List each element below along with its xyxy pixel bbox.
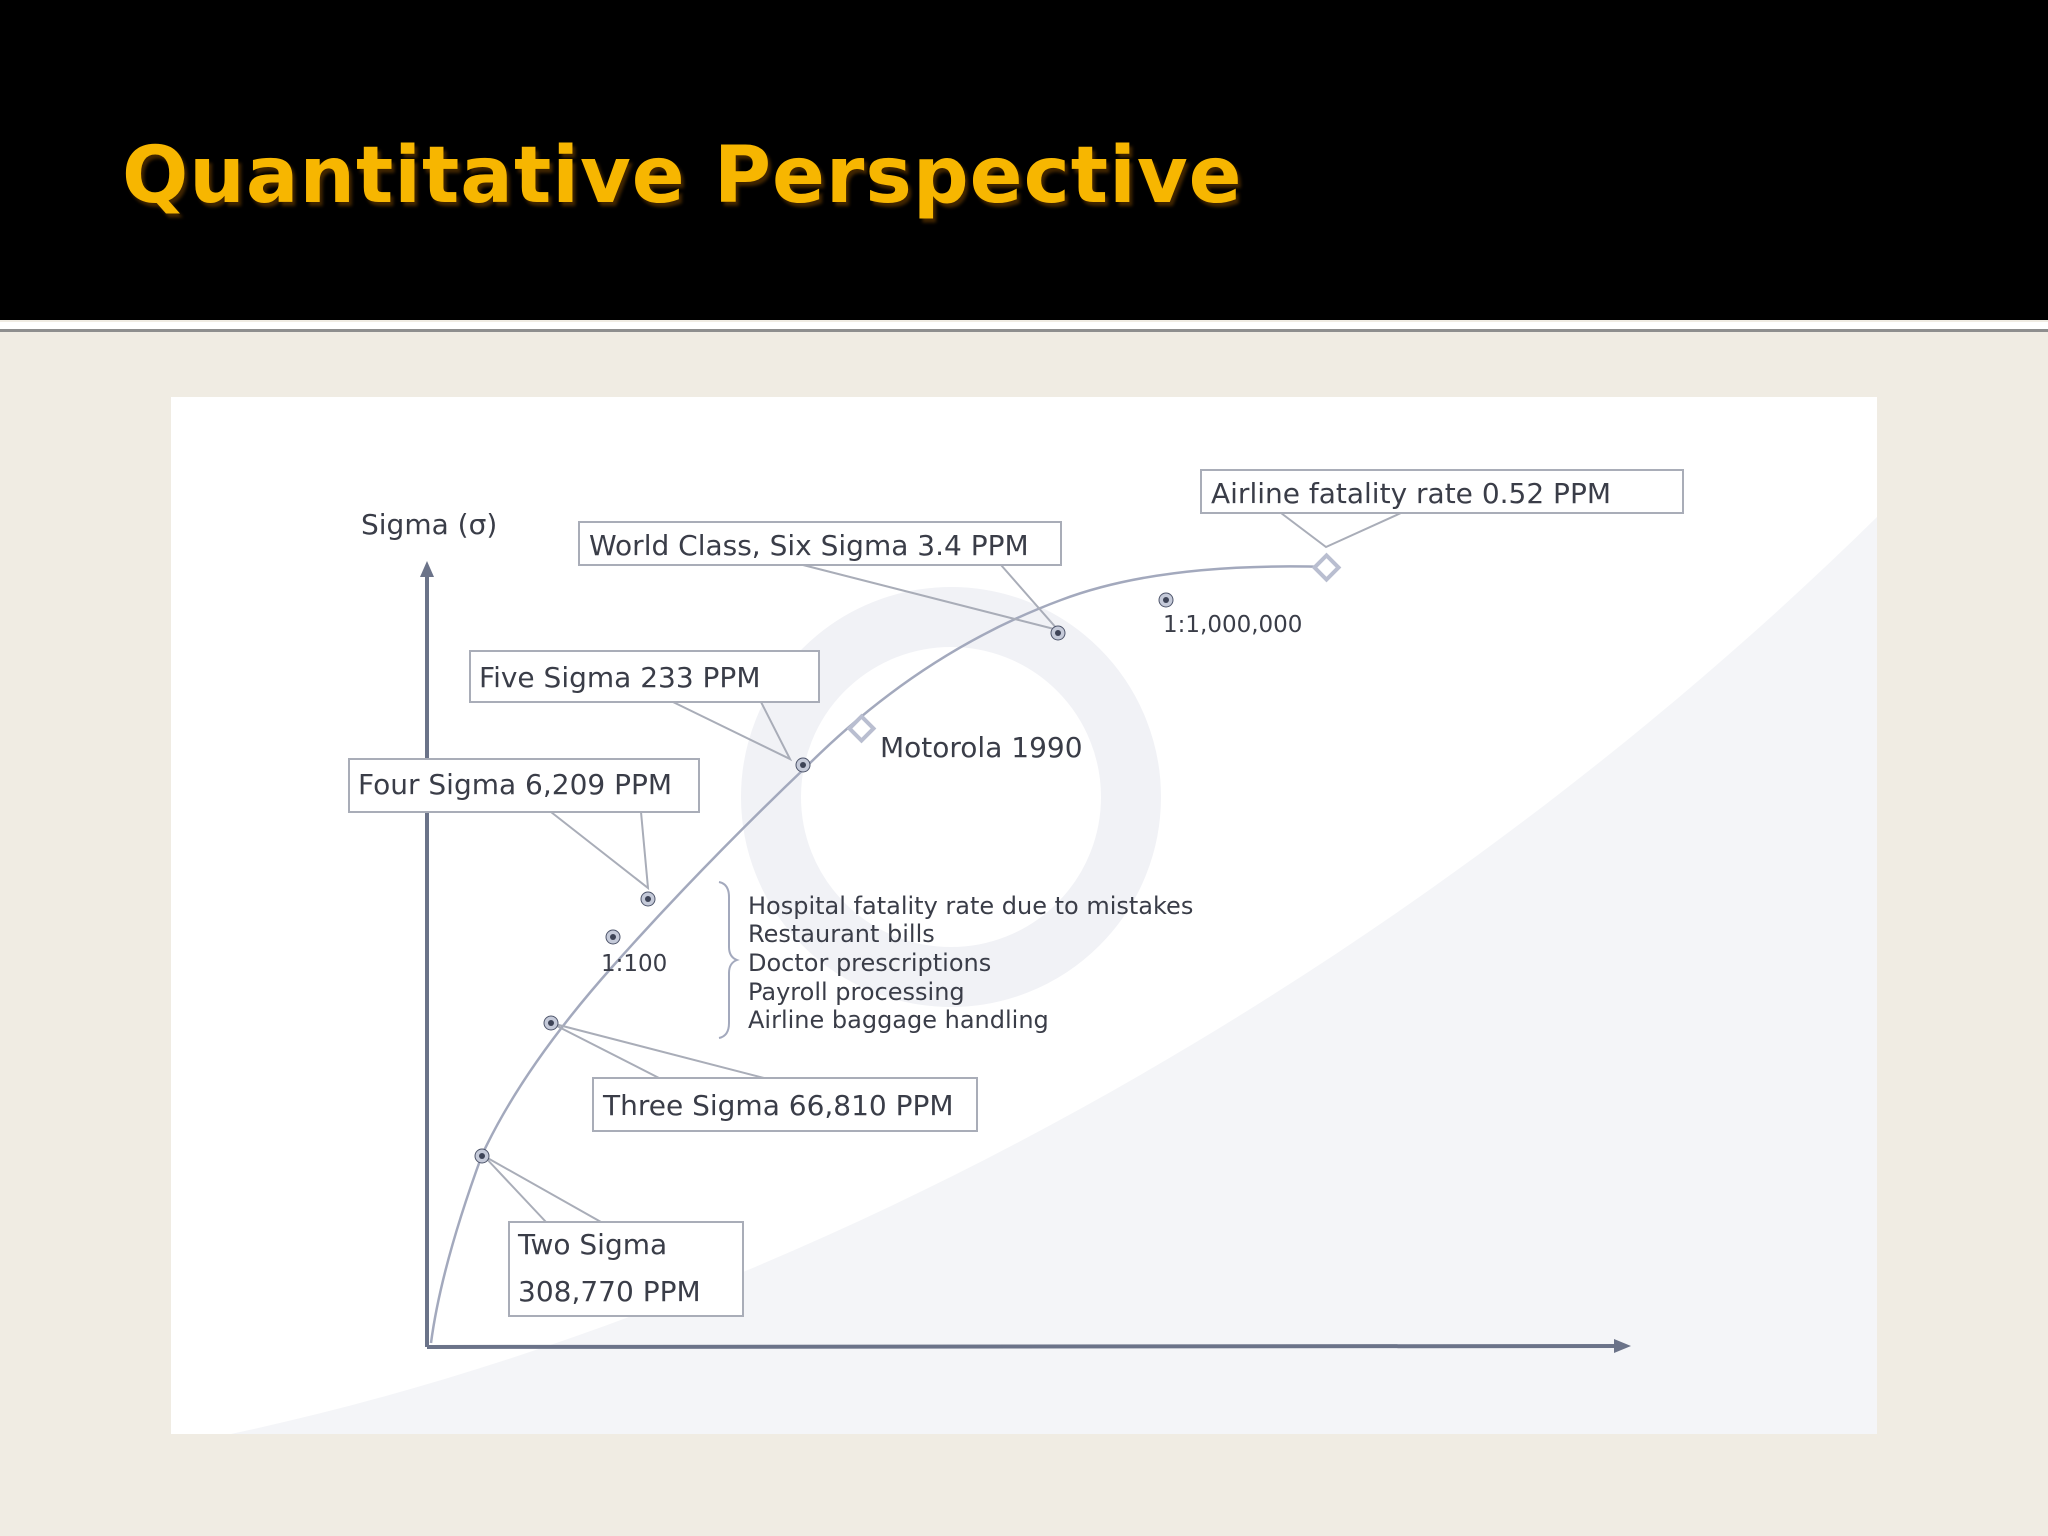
label-three-sigma: Three Sigma 66,810 PPM: [603, 1089, 954, 1122]
ratio-million: 1:1,000,000: [1163, 612, 1303, 638]
leader-two-sigma: [484, 1156, 601, 1222]
label-five-sigma: Five Sigma 233 PPM: [479, 661, 761, 694]
label-two-sigma-line1: Two Sigma: [518, 1228, 668, 1261]
leader-airline: [1281, 513, 1401, 547]
point-two-sigma-core: [479, 1153, 485, 1159]
label-two-sigma-line2: 308,770 PPM: [518, 1275, 701, 1308]
label-motorola: Motorola 1990: [880, 731, 1083, 764]
point-five-sigma-core: [800, 762, 806, 768]
y-axis-arrow: [420, 561, 434, 577]
slide-title: Quantitative Perspective: [122, 131, 1243, 221]
point-three-sigma-core: [548, 1020, 554, 1026]
point-ratio-hundred-core: [610, 934, 616, 940]
diamond-marker-motorola: [849, 716, 873, 740]
diamond-marker-airline: [1314, 555, 1338, 579]
slide-header: [0, 0, 2048, 320]
ratio-hundred: 1:100: [601, 951, 668, 977]
point-four-sigma-core: [645, 896, 651, 902]
x-axis: [427, 1346, 1621, 1347]
point-six-sigma-core: [1055, 630, 1061, 636]
label-six-sigma: World Class, Six Sigma 3.4 PPM: [589, 529, 1029, 562]
leader-three-sigma: [551, 1023, 764, 1078]
example-item: Doctor prescriptions: [748, 949, 992, 977]
example-item: Airline baggage handling: [748, 1006, 1049, 1034]
y-axis-label: Sigma (σ): [361, 508, 498, 541]
point-ratio-million-core: [1163, 597, 1169, 603]
leader-four-sigma: [551, 812, 648, 888]
label-airline: Airline fatality rate 0.52 PPM: [1211, 477, 1611, 510]
sigma-diagram: [171, 397, 1877, 1434]
example-item: Restaurant bills: [748, 920, 935, 948]
header-divider: [0, 322, 2048, 332]
example-item: Payroll processing: [748, 978, 965, 1006]
diagram-panel: [171, 397, 1877, 1434]
examples-brace: [719, 882, 737, 1038]
example-item: Hospital fatality rate due to mistakes: [748, 892, 1194, 920]
label-four-sigma: Four Sigma 6,209 PPM: [358, 768, 673, 801]
